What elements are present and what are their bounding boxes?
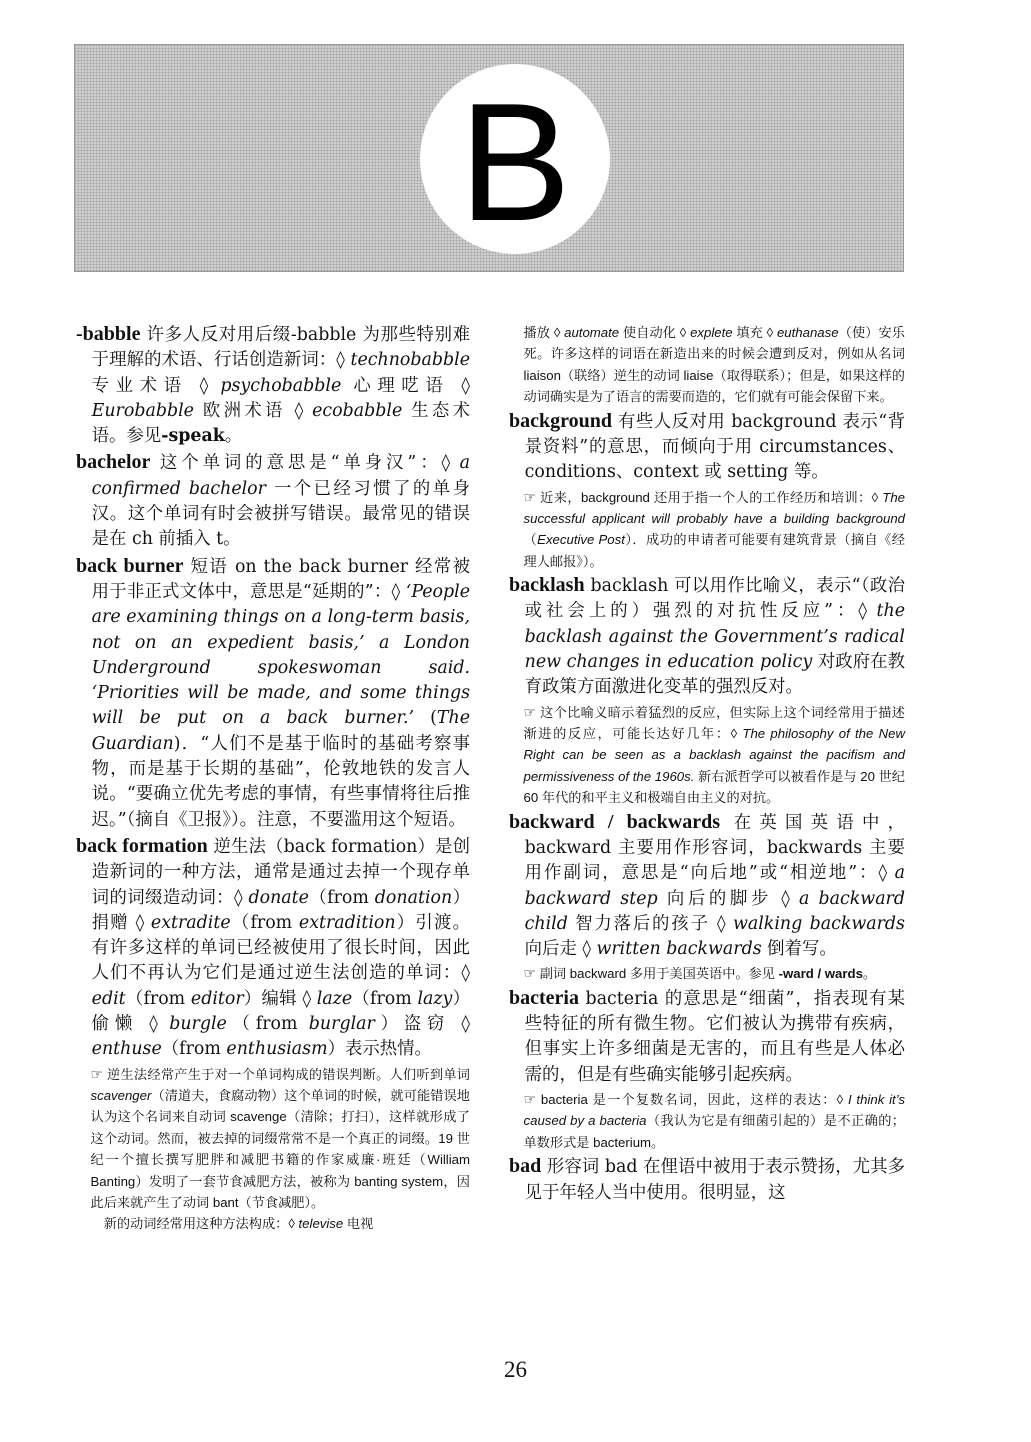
headword: bad	[509, 1155, 542, 1178]
headword: back burner	[76, 554, 184, 577]
usage-note: ☞ 这个比喻义暗示着猛烈的反应，但实际上这个词经常用于描述渐进的反应，可能长达好几年：◊ The philosophy of the New Right can be seen as a backlash against the pacifism and permissiveness of the 1960s. 新右派哲学可以被看作是与 20 世纪 60 年代的和平主义和极端自由主义的对抗。	[523, 703, 905, 806]
page-number: 26	[504, 1357, 527, 1382]
usage-note: ☞ 近来，background 还用于指一个人的工作经历和培训：◊ The successful applicant will probably have a building background（Executive Post）．成功的申请者可能要有建筑背景（摘自《经理人邮报》）。	[523, 488, 905, 569]
entry-background: background 有些人反对用 background 表示“背景资料”的意思，而倾向于用 circumstances、conditions、context 或 setting 等。	[509, 409, 905, 483]
entry-back-formation: back formation 逆生法（back formation）是创造新词的一种方法，通常是通过去掉一个现存单词的词缀造动词：◊ donate（from donation）捐赠 ◊ extradite（from extradition）引渡。有许多这样的单词已经被使用了很长时间，因此人们不再认为它们是通过逆生法创造的单词：◊ edit（from editor）编辑 ◊ laze（from lazy）偷懒 ◊ burgle（from burglar）盗窃 ◊ enthuse（from enthusiasm）表示热情。	[76, 834, 470, 1060]
left-column	[76, 322, 470, 1236]
usage-note: ☞ bacteria 是一个复数名词，因此，这样的表达：◊ I think it’s caused by a bacteria（我认为它是有细菌引起的）是不正确的；单数形式是 bacterium。	[523, 1091, 905, 1150]
entry-babble: -babble 许多人反对用后缀-babble 为那些特别难于理解的术语、行话创造新词：◊ technobabble 专业术语 ◊ psychobabble 心理呓语 ◊ Eurobabble 欧洲术语 ◊ ecobabble 生态术语。参见-speak。	[76, 323, 471, 447]
entry-backlash: backlash backlash 可以用作比喻义，表示“（政治或社会上的）强烈的对抗性反应”：◊ the backlash against the Government’s radical new changes in education policy 对政府在教育政策方面激进化变革的强烈反对。	[509, 574, 905, 698]
entry-bacteria: bacteria bacteria 的意思是“细菌”，指表现有某些特征的所有微生物。它们被认为携带有疾病，但事实上许多细菌是无害的，而且有些是人体必需的，但是有些确实能够引起疾病。	[509, 986, 905, 1085]
headword: bacteria	[509, 986, 579, 1009]
pointing-hand-icon: ☞	[523, 1091, 537, 1108]
usage-note: ☞ 副词 backward 多用于美国英语中。参见 -ward / wards。	[523, 965, 877, 982]
headword: backlash	[509, 574, 585, 597]
entry-backward: backward / backwards 在英国英语中，backward 主要用作形容词，backwards 主要用作副词，意思是“向后地”或“相逆地”：◊ a backward step 向后的脚步 ◊ a backward child 智力落后的孩子 ◊ walking backwards 向后走 ◊ written backwards 倒着写。	[509, 810, 906, 960]
right-column	[509, 322, 905, 1207]
pointing-hand-icon: ☞	[523, 488, 537, 505]
continuation-text: 播放 ◊ automate 使自动化 ◊ explete 填充 ◊ euthanase（使）安乐死。许多这样的词语在新造出来的时候会遭到反对，例如从名词 liaison（联络）逆生的动词 liaise（取得联系）；但是，如果这样的动词确实是为了语言的需要而造的，它们就有可能会保留下来。	[523, 325, 905, 405]
letter-banner	[74, 44, 904, 272]
entry-back-burner: back burner 短语 on the back burner 经常被用于非正式文体中，意思是“延期的”：◊ ‘People are examining things on a long-term basis, not on an expedient basis,’ a London Underground spokeswoman said. ‘Priorities will be made, and some things will be put on a back burner.’ (The Guardian)．“人们不是基于临时的基础考察事物，而是基于长期的基础”，伦敦地铁的发言人说。“要确立优先考虑的事情，有些事情将往后推迟。”（摘自《卫报》）。注意，不要滥用这个短语。	[76, 554, 470, 830]
headword: backward / backwards	[509, 810, 720, 833]
pointing-hand-icon: ☞	[90, 1065, 104, 1082]
headword: background	[509, 409, 613, 432]
headword: back formation	[76, 834, 208, 857]
letter-circle	[420, 64, 610, 254]
cross-reference: -speak	[161, 426, 225, 447]
headword: bachelor	[76, 451, 151, 474]
pointing-hand-icon: ☞	[523, 965, 537, 982]
cross-reference: -ward / wards	[778, 966, 863, 982]
usage-note: ☞ 逆生法经常产生于对一个单词构成的错误判断。人们听到单词 scavenger（清道夫，食腐动物）这个单词的时候，就可能错误地认为这个名词来自动词 scavenge（清除；打扫），这样就形成了这个动词。然而，被去掉的词缀常常不是一个真正的词缀。19 世纪一个擅长撰写肥胖和减肥书籍的作家威廉·班廷（William Banting）发明了一套节食减肥方法，被称为 banting system，因此后来就产生了动词 bant（节食减肥）。 新的动词经常用这种方法构成：◊ televise 电视	[90, 1065, 470, 1232]
headword: -babble	[76, 323, 141, 345]
entry-bad: bad 形容词 bad 在俚语中被用于表示赞扬，尤其多见于年轻人当中使用。很明显，这	[509, 1155, 905, 1203]
pointing-hand-icon: ☞	[523, 703, 537, 720]
entry-bachelor: bachelor 这个单词的意思是“单身汉”：◊ a confirmed bachelor 一个已经习惯了的单身汉。这个单词有时会被拼写错误。最常见的错误是在 ch 前插入 t。	[76, 451, 471, 550]
section-letter: B	[458, 68, 572, 256]
